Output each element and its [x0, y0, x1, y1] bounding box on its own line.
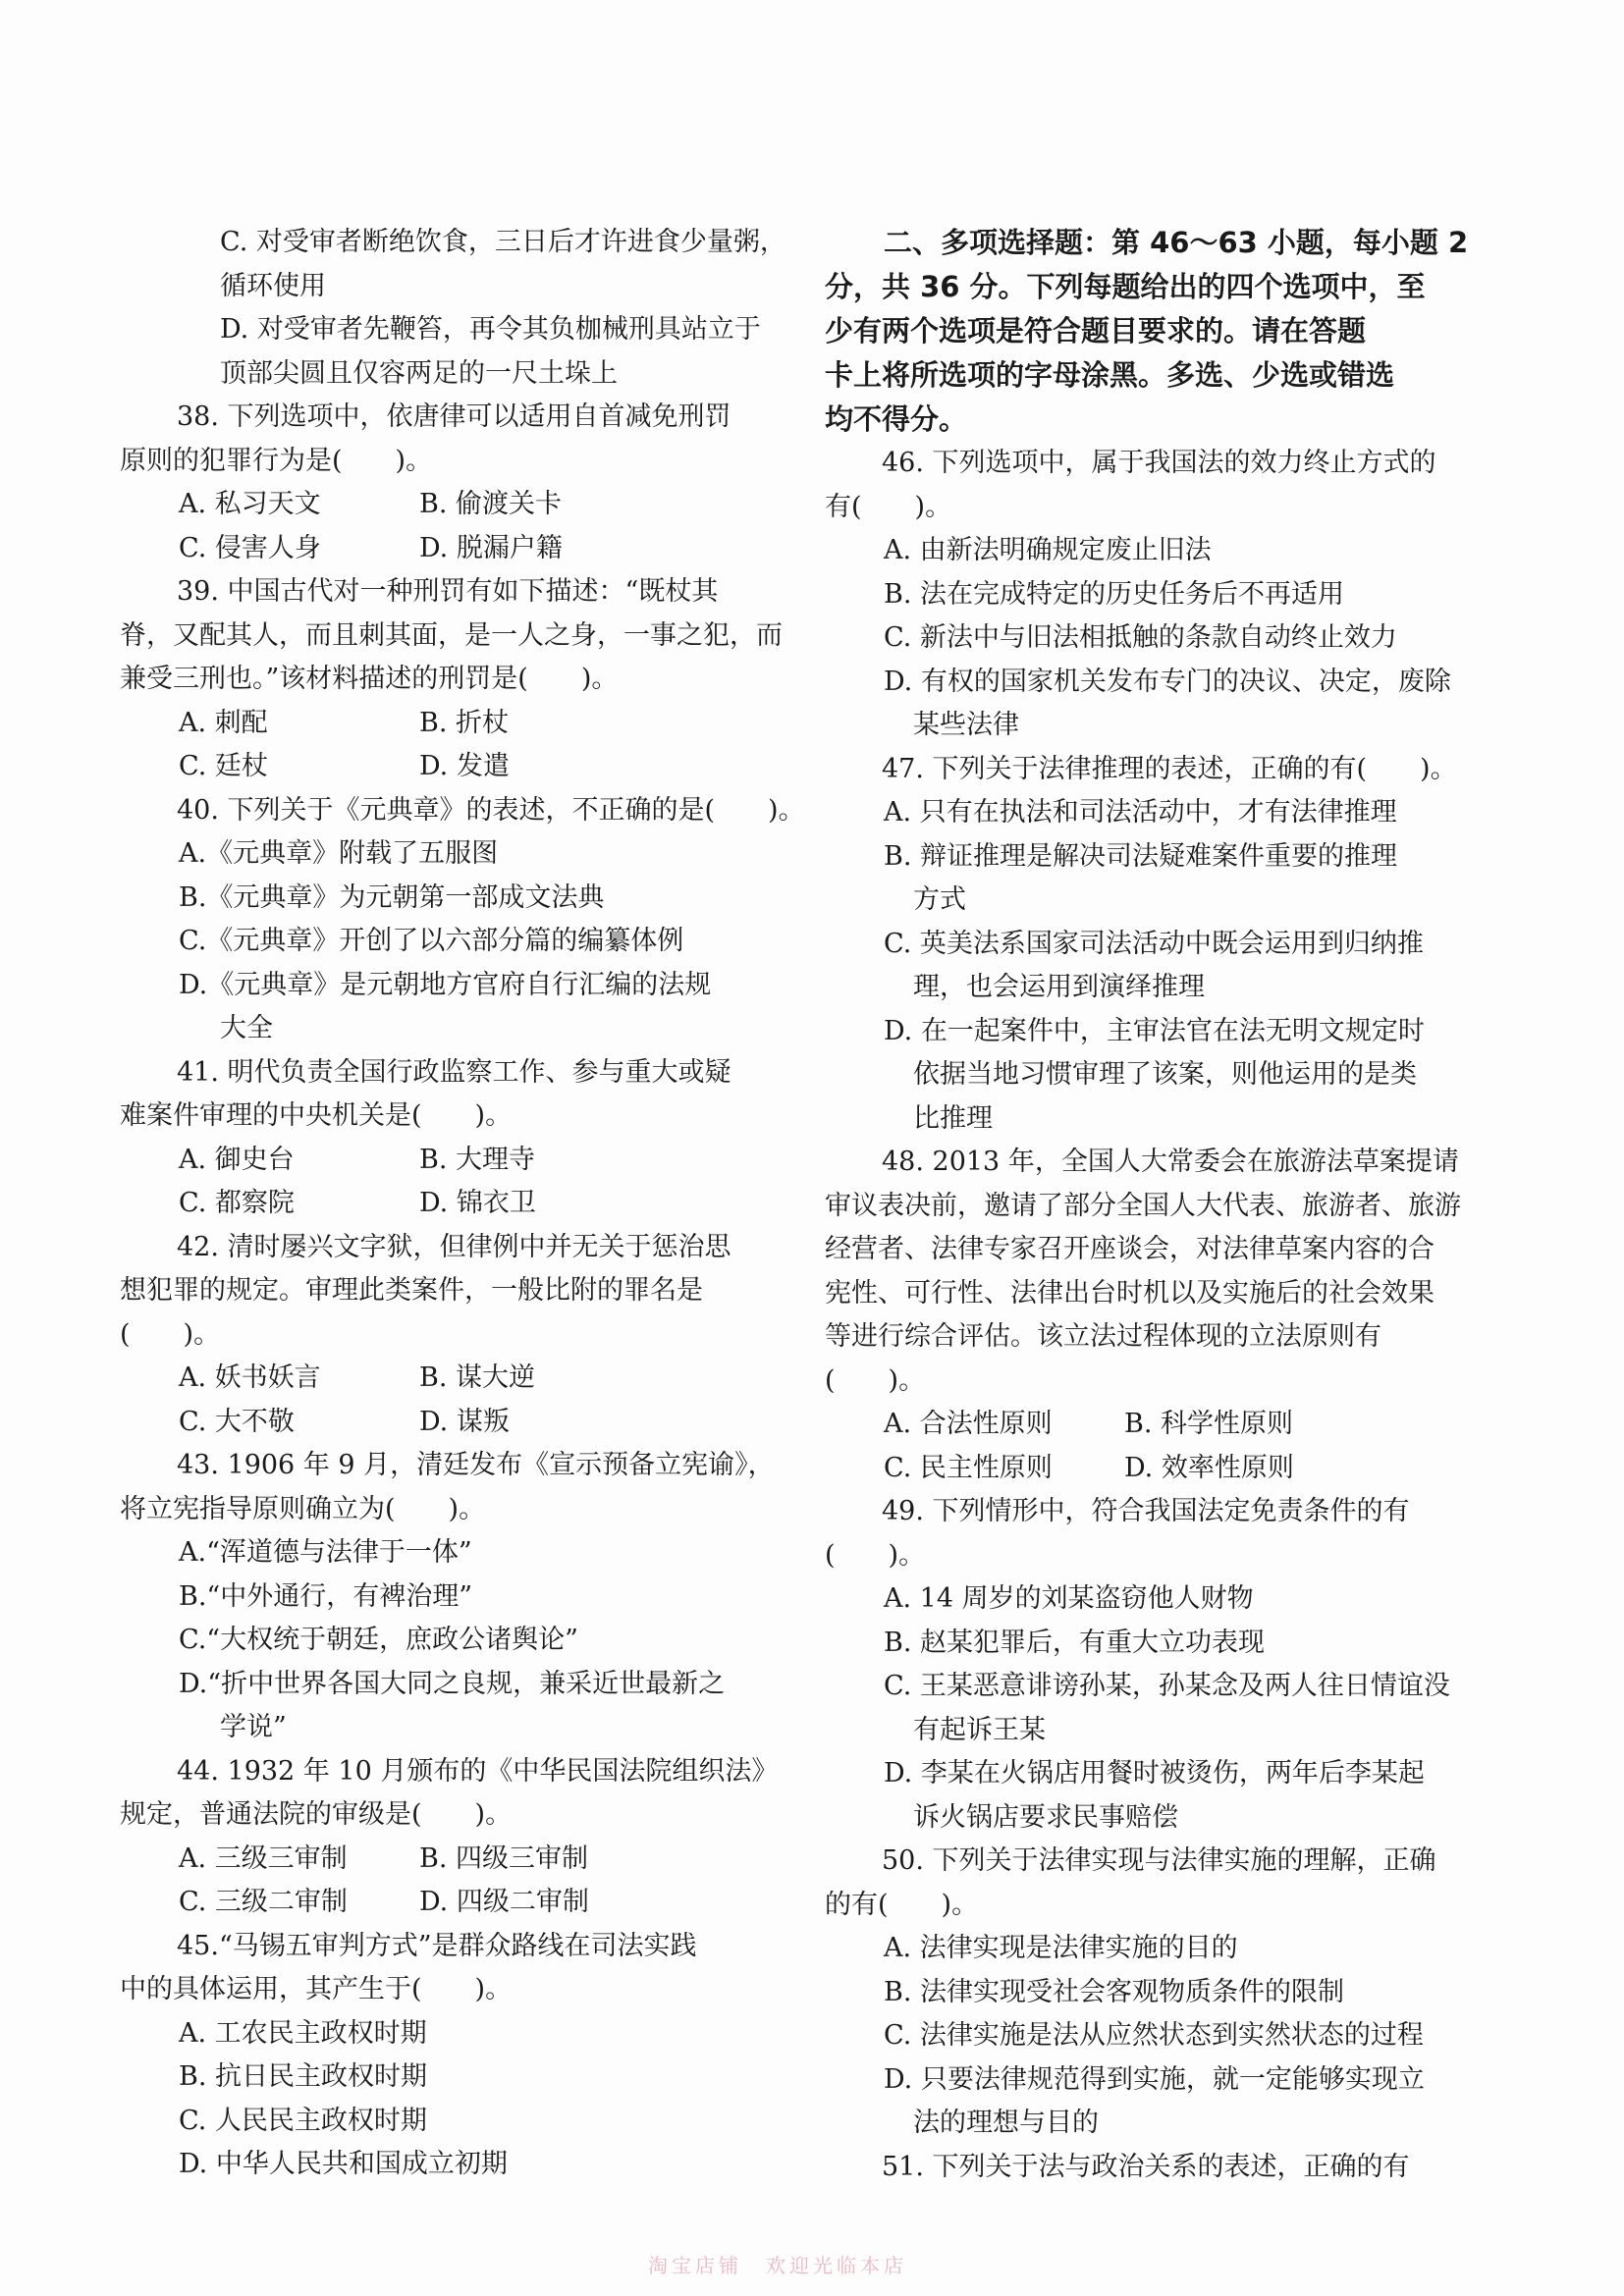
option-50c: C. 法律实施是法从应然状态到实然状态的过程	[884, 2020, 1424, 2051]
option-47b-cont: 方式	[913, 884, 966, 915]
question-46: 46. 下列选项中，属于我国法的效力终止方式的	[882, 448, 1436, 478]
question-51: 51. 下列关于法与政治关系的表述，正确的有	[882, 2151, 1410, 2182]
option-42c: C. 大不敬	[179, 1406, 295, 1437]
question-40: 40. 下列关于《元典章》的表述，不正确的是( )。	[177, 794, 805, 826]
option-37d: D. 对受审者先鞭笞，再令其负枷械刑具站立于	[220, 314, 761, 345]
option-41b: B. 大理寺	[419, 1144, 536, 1175]
option-49c: C. 王某恶意诽谤孙某，孙某念及两人往日情谊没	[884, 1671, 1450, 1701]
right-column	[825, 221, 1483, 2189]
option-44d: D. 四级二审制	[419, 1887, 589, 1917]
question-42: 42. 清时屡兴文字狱，但律例中并无关于惩治思	[177, 1231, 731, 1262]
option-50d-cont: 法的理想与目的	[913, 2108, 1099, 2138]
option-43d: D.“折中世界各国大同之良规，兼采近世最新之	[179, 1668, 726, 1699]
option-40b: B.《元典章》为元朝第一部成文法典	[179, 881, 605, 913]
question-48-cont2: 经营者、法律专家召开座谈会，对法律草案内容的合	[825, 1234, 1435, 1264]
option-50a: A. 法律实现是法律实施的目的	[884, 1933, 1238, 1963]
option-47a: A. 只有在执法和司法活动中，才有法律推理	[884, 797, 1397, 828]
option-39c: C. 廷杖	[179, 751, 268, 781]
option-48c: C. 民主性原则	[884, 1452, 1053, 1483]
option-41d: D. 锦衣卫	[419, 1188, 536, 1218]
option-46a: A. 由新法明确规定废止旧法	[884, 535, 1212, 565]
options-42-ab	[120, 1357, 776, 1401]
question-50: 50. 下列关于法律实现与法律实施的理解，正确	[882, 1845, 1436, 1876]
question-39-cont2: 兼受三刑也。”该材料描述的刑罚是( )。	[120, 664, 619, 694]
options-41-ab	[120, 1139, 776, 1183]
question-48-cont4: 等进行综合评估。该立法过程体现的立法原则有	[825, 1321, 1381, 1352]
option-46d: D. 有权的国家机关发布专门的决议、决定，废除	[884, 666, 1451, 697]
option-50d: D. 只要法律规范得到实施，就一定能够实现立	[884, 2063, 1425, 2095]
option-47c-cont: 理，也会运用到演绎推理	[913, 972, 1205, 1002]
options-44-ab	[120, 1838, 776, 1882]
question-41: 41. 明代负责全国行政监察工作、参与重大或疑	[177, 1056, 731, 1088]
option-37c-cont: 循环使用	[220, 270, 326, 301]
option-49c-cont: 有起诉王某	[913, 1714, 1046, 1745]
option-50b: B. 法律实现受社会客观物质条件的限制	[884, 1976, 1345, 2007]
option-44b: B. 四级三审制	[419, 1842, 589, 1874]
options-41-cd	[120, 1182, 776, 1226]
question-45: 45.“马锡五审判方式”是群众路线在司法实践	[177, 1930, 697, 1961]
option-49b: B. 赵某犯罪后，有重大立功表现	[884, 1627, 1266, 1658]
question-44: 44. 1932 年 10 月颁布的《中华民国法院组织法》	[177, 1755, 779, 1787]
option-49d-cont: 诉火锅店要求民事赔偿	[913, 1801, 1178, 1833]
option-38b: B. 偷渡关卡	[419, 489, 563, 519]
option-47d-cont1: 依据当地习惯审理了该案，则他运用的是类	[913, 1059, 1417, 1090]
options-42-cd	[120, 1401, 776, 1445]
option-42d: D. 谋叛	[419, 1406, 510, 1437]
section-heading-line2: 分，共 36 分。下列每题给出的四个选项中，至	[825, 270, 1426, 303]
option-43c: C.“大权统于朝廷，庶政公诸舆论”	[179, 1625, 578, 1655]
option-41c: C. 都察院	[179, 1188, 295, 1218]
option-43b: B.“中外通行，有裨治理”	[179, 1580, 473, 1612]
options-38-cd	[120, 527, 776, 571]
options-48-ab	[825, 1403, 1483, 1447]
options-39-cd	[120, 745, 776, 789]
option-37d-cont: 顶部尖圆且仅容两足的一尺土垛上	[220, 357, 618, 389]
footer-watermark: 淘宝店铺 欢迎光临本店	[648, 2254, 907, 2277]
option-46c: C. 新法中与旧法相抵触的条款自动终止效力	[884, 622, 1397, 653]
option-40c: C.《元典章》开创了以六部分篇的编纂体例	[179, 926, 684, 956]
option-39d: D. 发遣	[419, 751, 510, 781]
option-47c: C. 英美法系国家司法活动中既会运用到归纳推	[884, 928, 1424, 959]
question-38: 38. 下列选项中，依唐律可以适用自首减免刑罚	[177, 401, 731, 432]
option-47b: B. 辩证推理是解决司法疑难案件重要的推理	[884, 840, 1398, 872]
question-49: 49. 下列情形中，符合我国法定免责条件的有	[882, 1496, 1410, 1526]
question-48-cont1: 审议表决前，邀请了部分全国人大代表、旅游者、旅游	[825, 1190, 1461, 1221]
option-39a: A. 刺配	[179, 707, 268, 738]
option-45d: D. 中华人民共和国成立初期	[179, 2149, 508, 2179]
question-42-cont1: 想犯罪的规定。审理此类案件，一般比附的罪名是	[120, 1275, 703, 1306]
option-49a: A. 14 周岁的刘某盗窃他人财物	[884, 1583, 1254, 1614]
question-42-cont2: ( )。	[120, 1318, 221, 1350]
option-44c: C. 三级二审制	[179, 1887, 348, 1917]
left-column	[120, 221, 805, 2187]
option-38c: C. 侵害人身	[179, 532, 321, 563]
options-39-ab	[120, 702, 776, 746]
option-38d: D. 脱漏户籍	[419, 532, 563, 563]
option-46d-cont: 某些法律	[913, 710, 1019, 740]
options-44-cd	[120, 1881, 776, 1925]
option-45b: B. 抗日民主政权时期	[179, 2061, 428, 2092]
option-45a: A. 工农民主政权时期	[179, 2017, 427, 2049]
question-50-cont: 的有( )。	[825, 1889, 979, 1920]
question-39-cont1: 脊，又配其人，而且刺其面，是一人之身，一事之犯，而	[120, 619, 783, 651]
option-39b: B. 折杖	[419, 707, 510, 738]
option-47d: D. 在一起案件中，主审法官在法无明文规定时	[884, 1015, 1425, 1046]
option-37c: C. 对受审者断绝饮食，三日后才许进食少量粥，	[220, 227, 786, 257]
option-42a: A. 妖书妖言	[179, 1362, 321, 1393]
option-43d-cont: 学说”	[220, 1712, 287, 1742]
option-44a: A. 三级三审制	[179, 1842, 348, 1874]
question-46-cont: 有( )。	[825, 491, 952, 522]
question-38-cont: 原则的犯罪行为是( )。	[120, 445, 433, 476]
option-41a: A. 御史台	[179, 1144, 295, 1175]
question-44-cont: 规定，普通法院的审级是( )。	[120, 1799, 513, 1830]
option-49d: D. 李某在火锅店用餐时被烫伤，两年后李某起	[884, 1758, 1425, 1789]
option-48d: D. 效率性原则	[1124, 1452, 1294, 1483]
question-41-cont: 难案件审理的中央机关是( )。	[120, 1100, 513, 1131]
option-40a: A.《元典章》附载了五服图	[179, 838, 499, 869]
section-heading-line1: 二、多项选择题：第 46～63 小题，每小题 2	[884, 226, 1469, 259]
option-46b: B. 法在完成特定的历史任务后不再适用	[884, 578, 1345, 610]
option-42b: B. 谋大逆	[419, 1362, 536, 1393]
section-heading-line5: 均不得分。	[825, 402, 968, 436]
option-48b: B. 科学性原则	[1124, 1409, 1294, 1439]
question-48-cont5: ( )。	[825, 1364, 926, 1396]
options-48-cd	[825, 1447, 1483, 1491]
question-43: 43. 1906 年 9 月，清廷发布《宣示预备立宪谕》，	[177, 1450, 775, 1480]
option-43a: A.“浑道德与法律于一体”	[179, 1537, 472, 1568]
question-48: 48. 2013 年，全国人大常委会在旅游法草案提请	[882, 1147, 1459, 1177]
question-49-cont: ( )。	[825, 1539, 926, 1571]
section-heading-line3: 少有两个选项是符合题目要求的。请在答题	[825, 314, 1367, 347]
question-47: 47. 下列关于法律推理的表述，正确的有( )。	[882, 753, 1457, 784]
question-45-cont: 中的具体运用，其产生于( )。	[120, 1974, 513, 2004]
option-48a: A. 合法性原则	[884, 1409, 1053, 1439]
question-43-cont: 将立宪指导原则确立为( )。	[120, 1493, 486, 1524]
options-38-ab	[120, 483, 776, 527]
option-40d-cont: 大全	[220, 1013, 273, 1043]
option-45c: C. 人民民主政权时期	[179, 2105, 427, 2136]
option-40d: D.《元典章》是元朝地方官府自行汇编的法规	[179, 969, 712, 1000]
question-48-cont3: 宪性、可行性、法律出台时机以及实施后的社会效果	[825, 1277, 1435, 1308]
option-38a: A. 私习天文	[179, 489, 321, 519]
section-heading-line4: 卡上将所选项的字母涂黑。多选、少选或错选	[825, 358, 1395, 392]
option-47d-cont2: 比推理	[913, 1102, 993, 1134]
question-39: 39. 中国古代对一种刑罚有如下描述：“既杖其	[177, 576, 719, 607]
